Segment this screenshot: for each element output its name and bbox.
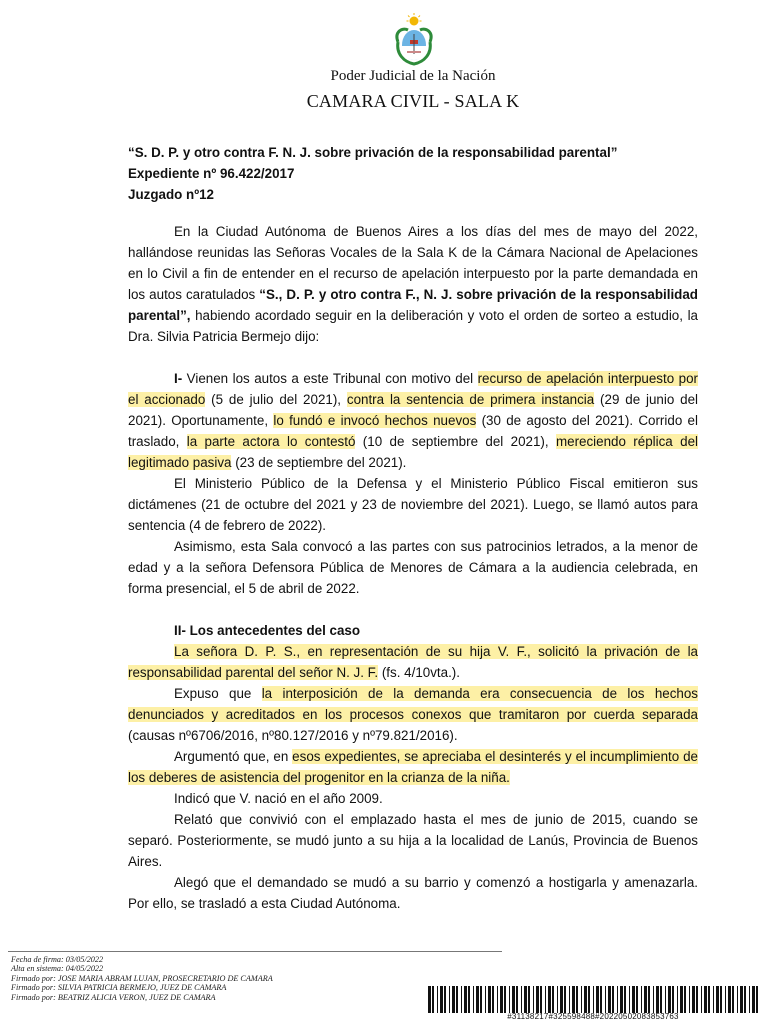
highlight: esos expedientes, se apreciaba el desinterés y el incumplimiento de los deberes de asistencia del progenitor en la crianza de la niña. <box>128 749 698 785</box>
text-run: (29 de junio del 2021). Oportunamente, <box>128 392 698 428</box>
footer-divider <box>8 951 502 952</box>
signature-block <box>11 955 273 1002</box>
argument-paragraph <box>128 746 698 788</box>
birth-paragraph: Indicó que V. nació en el año 2009. <box>174 791 383 806</box>
signature-line: Firmado por: JOSE MARIA ABRAM LUJAN, PROSECRETARIO DE CAMARA <box>11 973 273 983</box>
intro-case-title: “S., D. P. y otro contra F., N. J. sobre privación de la responsabilidad parental”, <box>128 287 698 323</box>
signature-line: Fecha de firma: 03/05/2022 <box>11 955 104 964</box>
highlight: mereciendo réplica del legitimado pasiva <box>128 434 698 470</box>
text-run: Vienen los autos a este Tribunal con motivo del <box>182 371 478 386</box>
highlight: contra la sentencia de primera instancia <box>346 392 595 407</box>
text-run: (10 de septiembre del 2021), <box>355 434 556 449</box>
ministry-paragraph: El Ministerio Público de la Defensa y el Ministerio Público Fiscal emitieron sus dictámenes (21 de octubre del 2021 y 23 de noviembre del 2021). Luego, se llamó autos para sentencia (4 de febrero de 2022). <box>128 476 698 533</box>
harassment-paragraph: Alegó que el demandado se mudó a su barrio y comenzó a hostigarla y amenazarla. Por ello, se trasladó a esta Ciudad Autónoma. <box>128 875 698 911</box>
exposition-paragraph <box>128 683 698 746</box>
text-run: (5 de julio del 2021), <box>205 392 347 407</box>
hearing-paragraph: Asimismo, esta Sala convocó a las partes con sus patrocinios letrados, a la menor de edad y a la señora Defensora Pública de Menores de Cámara a la audiencia celebrada, en forma presencial, el 5 de abril de 2022. <box>128 539 698 596</box>
text-run: (30 de agosto del 2021). Corrido el traslado, <box>128 413 698 449</box>
case-file-number: Expediente nº 96.422/2017 <box>128 166 295 181</box>
coat-of-arms-icon <box>388 12 440 68</box>
case-court: Juzgado nº12 <box>128 187 214 202</box>
case-header <box>128 142 698 205</box>
signature-line: Firmado por: BEATRIZ ALICIA VERON, JUEZ DE CAMARA <box>11 992 216 1002</box>
barcode-text: #31138217#325598488#20220502083853763 <box>507 1012 679 1021</box>
text-run: (23 de septiembre del 2021). <box>231 455 407 470</box>
section-one-label: I- <box>174 371 183 386</box>
text-run: (fs. 4/10vta.). <box>378 665 460 680</box>
section-two-heading <box>128 620 698 641</box>
text-run: (causas nº6706/2016, nº80.127/2016 y nº79.821/2016). <box>128 728 458 743</box>
signature-line: Alta en sistema: 04/05/2022 <box>11 964 104 974</box>
signature-line: Firmado por: SILVIA PATRICIA BERMEJO, JUEZ DE CAMARA <box>11 983 227 993</box>
intro-text-end: habiendo acordado seguir en la deliberación y voto el orden de sorteo a estudio, la Dra. Silvia Patricia Bermejo dijo: <box>128 308 698 344</box>
highlight: la parte actora lo contestó <box>186 434 356 449</box>
section-one-paragraph <box>128 368 698 473</box>
highlight: recurso de apelación interpuesto por el accionado <box>128 371 698 407</box>
barcode-icon <box>428 986 758 1013</box>
document-body <box>128 221 698 914</box>
intro-text: En la Ciudad Autónoma de Buenos Aires a los días del mes de mayo del 2022, hallándose reunidas las Señoras Vocales de la Sala K de la Cámara Nacional de Apelaciones en lo Civil a fin de entender en el recurso de apelación interpuesto por la parte demandada en los autos caratulados <box>128 224 698 302</box>
text-run: Expuso que <box>174 686 262 701</box>
section-two-title: II- Los antecedentes del caso <box>174 623 361 638</box>
institution-name: Poder Judicial de la Nación <box>330 68 496 84</box>
cohabitation-paragraph: Relató que convivió con el emplazado hasta el mes de junio de 2015, cuando se separó. Posteriormente, se mudó junto a su hija a la localidad de Lanús, Provincia de Buenos Aires. <box>128 812 698 869</box>
text-run: Argumentó que, en <box>174 749 293 764</box>
highlight: lo fundó e invocó hechos nuevos <box>273 413 477 428</box>
chamber-name: CAMARA CIVIL - SALA K <box>306 91 520 111</box>
case-title: “S. D. P. y otro contra F. N. J. sobre privación de la responsabilidad parental” <box>128 145 618 160</box>
intro-paragraph <box>128 221 698 347</box>
highlight: la interposición de la demanda era consecuencia de los hechos denunciados y acreditados en los procesos conexos que tramitaron por cuerda separada <box>128 686 698 722</box>
highlight: La señora D. P. S., en representación de su hija V. F., solicitó la privación de la responsabilidad parental del señor N. J. F. <box>128 644 698 680</box>
claim-paragraph <box>128 641 698 683</box>
